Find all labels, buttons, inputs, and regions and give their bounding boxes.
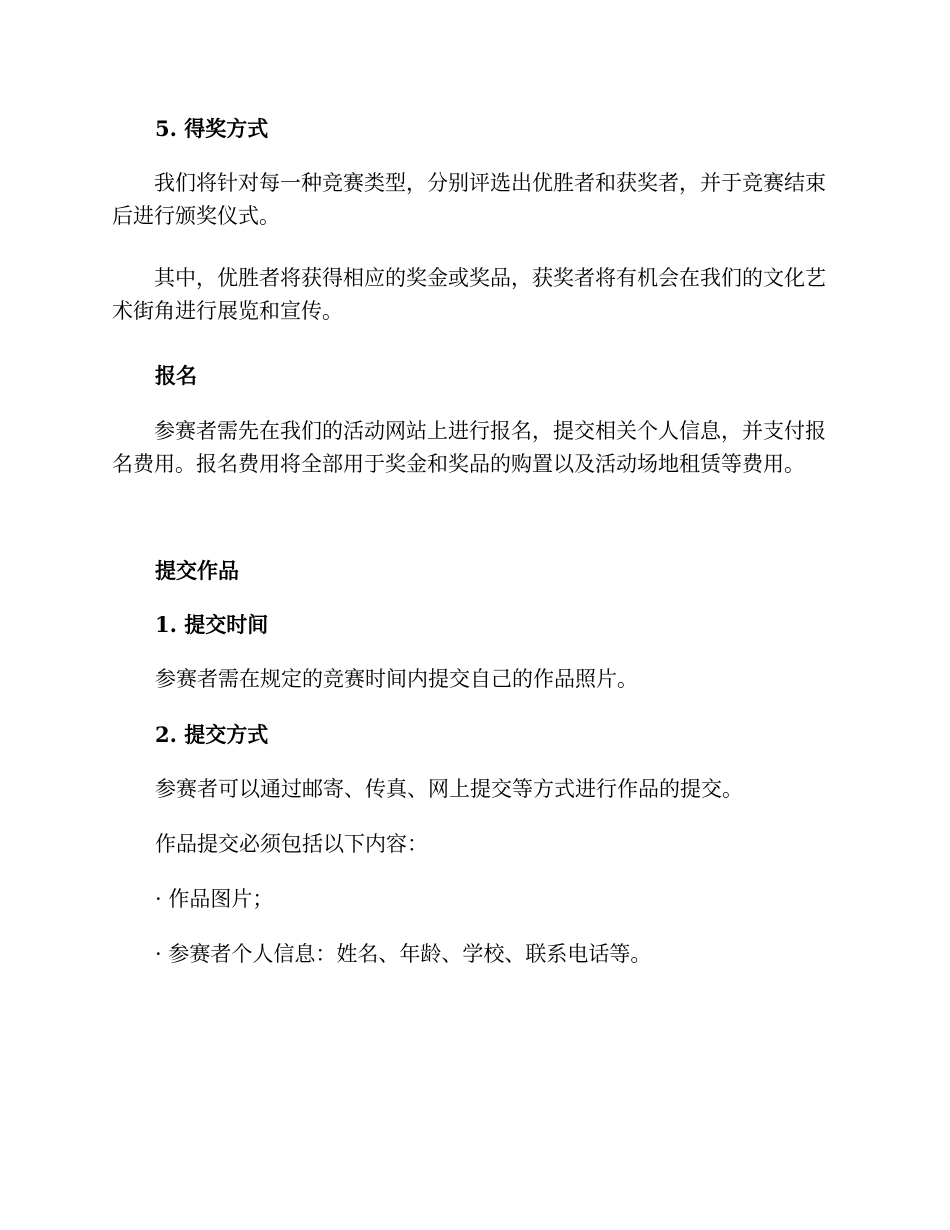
paragraph-submit-time: 参赛者需在规定的竞赛时间内提交自己的作品照片。 <box>155 667 638 691</box>
paragraph-award-prizes: 其中，优胜者将获得相应的奖金或奖品，获奖者将有机会在我们的文化艺术街角进行展览和宣传。 <box>112 266 826 323</box>
list-item: · 参赛者个人信息：姓名、年龄、学校、联系电话等。 <box>155 942 652 966</box>
heading-submit-work: 提交作品 <box>155 558 239 583</box>
paragraph-must-include: 作品提交必须包括以下内容： <box>155 832 428 856</box>
heading-registration: 报名 <box>155 363 197 388</box>
list-item: · 作品图片； <box>155 887 274 911</box>
paragraph-registration: 参赛者需先在我们的活动网站上进行报名，提交相关个人信息，并支付报名费用。报名费用将全部用于奖金和奖品的购置以及活动场地租赁等费用。 <box>112 419 826 476</box>
paragraph-award-selection: 我们将针对每一种竞赛类型，分别评选出优胜者和获奖者，并于竞赛结束后进行颁奖仪式。 <box>112 171 826 228</box>
heading-submit-method: 2. 提交方式 <box>155 722 269 747</box>
heading-submit-time: 1. 提交时间 <box>155 612 269 637</box>
heading-award-method: 5. 得奖方式 <box>155 116 269 141</box>
paragraph-submit-method: 参赛者可以通过邮寄、传真、网上提交等方式进行作品的提交。 <box>155 777 743 801</box>
